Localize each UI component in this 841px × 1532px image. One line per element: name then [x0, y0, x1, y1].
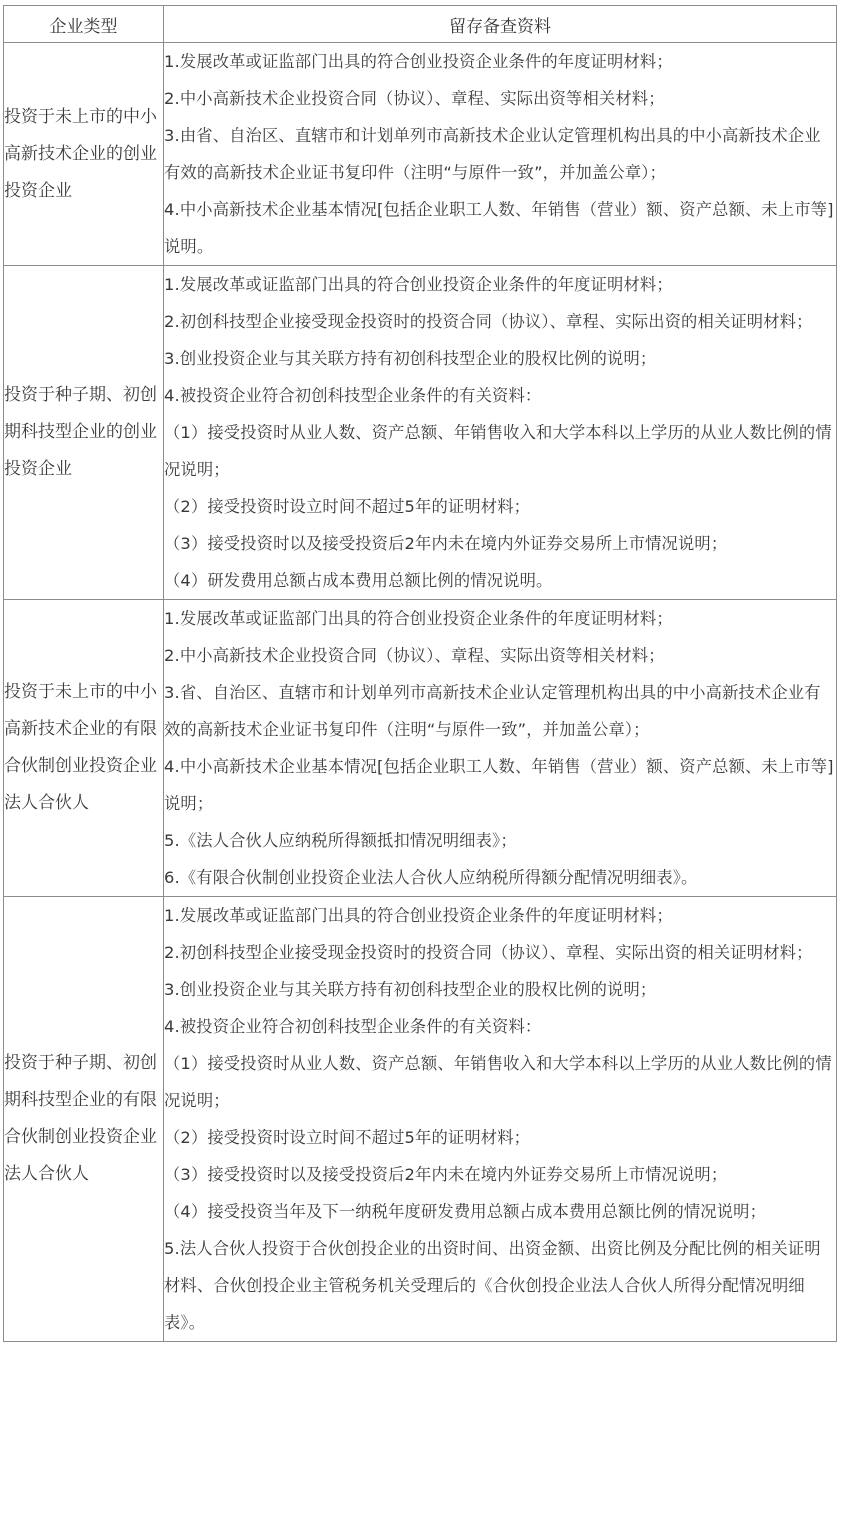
document-item: （1）接受投资时从业人数、资产总额、年销售收入和大学本科以上学历的从业人数比例的情况说明； — [164, 423, 832, 479]
documents-cell — [164, 600, 837, 897]
document-table — [3, 5, 837, 1342]
document-item: 2.中小高新技术企业投资合同（协议）、章程、实际出资等相关材料； — [164, 646, 665, 665]
table-row — [4, 266, 837, 600]
document-item: 3.省、自治区、直辖市和计划单列市高新技术企业认定管理机构出具的中小高新技术企业有效的高新技术企业证书复印件（注明“与原件一致”，并加盖公章）； — [164, 683, 821, 739]
document-item: （2）接受投资时设立时间不超过5年的证明材料； — [164, 497, 531, 516]
documents-cell — [164, 897, 837, 1342]
document-item: 2.初创科技型企业接受现金投资时的投资合同（协议）、章程、实际出资的相关证明材料； — [164, 312, 813, 331]
document-item: 1.发展改革或证监部门出具的符合创业投资企业条件的年度证明材料； — [164, 609, 673, 628]
header-retained-documents: 留存备查资料 — [164, 6, 837, 43]
enterprise-type-cell: 投资于种子期、初创期科技型企业的创业投资企业 — [4, 266, 164, 600]
table-header-row — [4, 6, 837, 43]
document-item: （2）接受投资时设立时间不超过5年的证明材料； — [164, 1128, 531, 1147]
document-item: 3.创业投资企业与其关联方持有初创科技型企业的股权比例的说明； — [164, 980, 657, 999]
document-item: 1.发展改革或证监部门出具的符合创业投资企业条件的年度证明材料； — [164, 52, 673, 71]
documents-cell — [164, 43, 837, 266]
document-item: 4.被投资企业符合初创科技型企业条件的有关资料： — [164, 386, 542, 405]
enterprise-type-cell: 投资于未上市的中小高新技术企业的创业投资企业 — [4, 43, 164, 266]
document-item: 3.创业投资企业与其关联方持有初创科技型企业的股权比例的说明； — [164, 349, 657, 368]
document-item: （4）研发费用总额占成本费用总额比例的情况说明。 — [164, 571, 553, 590]
enterprise-type-cell: 投资于未上市的中小高新技术企业的有限合伙制创业投资企业法人合伙人 — [4, 600, 164, 897]
table-row — [4, 897, 837, 1342]
document-item: （3）接受投资时以及接受投资后2年内未在境内外证券交易所上市情况说明； — [164, 534, 728, 553]
document-item: 1.发展改革或证监部门出具的符合创业投资企业条件的年度证明材料； — [164, 275, 673, 294]
documents-cell — [164, 266, 837, 600]
document-item: （3）接受投资时以及接受投资后2年内未在境内外证券交易所上市情况说明； — [164, 1165, 728, 1184]
header-enterprise-type: 企业类型 — [4, 6, 164, 43]
document-item: 5.法人合伙人投资于合伙创投企业的出资时间、出资金额、出资比例及分配比例的相关证明材料、合伙创投企业主管税务机关受理后的《合伙创投企业法人合伙人所得分配情况明细表》。 — [164, 1239, 821, 1332]
document-item: 2.初创科技型企业接受现金投资时的投资合同（协议）、章程、实际出资的相关证明材料； — [164, 943, 813, 962]
document-item: 4.中小高新技术企业基本情况[包括企业职工人数、年销售（营业）额、资产总额、未上市等]说明。 — [164, 200, 834, 256]
table-row — [4, 600, 837, 897]
enterprise-type-cell: 投资于种子期、初创期科技型企业的有限合伙制创业投资企业法人合伙人 — [4, 897, 164, 1342]
document-item: 4.中小高新技术企业基本情况[包括企业职工人数、年销售（营业）额、资产总额、未上市等]说明； — [164, 757, 834, 813]
document-item: 5.《法人合伙人应纳税所得额抵扣情况明细表》； — [164, 831, 517, 850]
document-item: （4）接受投资当年及下一纳税年度研发费用总额占成本费用总额比例的情况说明； — [164, 1202, 767, 1221]
document-item: （1）接受投资时从业人数、资产总额、年销售收入和大学本科以上学历的从业人数比例的情况说明； — [164, 1054, 832, 1110]
document-item: 1.发展改革或证监部门出具的符合创业投资企业条件的年度证明材料； — [164, 906, 673, 925]
table-row — [4, 43, 837, 266]
document-item: 6.《有限合伙制创业投资企业法人合伙人应纳税所得额分配情况明细表》。 — [164, 868, 698, 887]
document-item: 2.中小高新技术企业投资合同（协议）、章程、实际出资等相关材料； — [164, 89, 665, 108]
document-item: 4.被投资企业符合初创科技型企业条件的有关资料： — [164, 1017, 542, 1036]
document-item: 3.由省、自治区、直辖市和计划单列市高新技术企业认定管理机构出具的中小高新技术企业有效的高新技术企业证书复印件（注明“与原件一致”，并加盖公章）； — [164, 126, 821, 182]
